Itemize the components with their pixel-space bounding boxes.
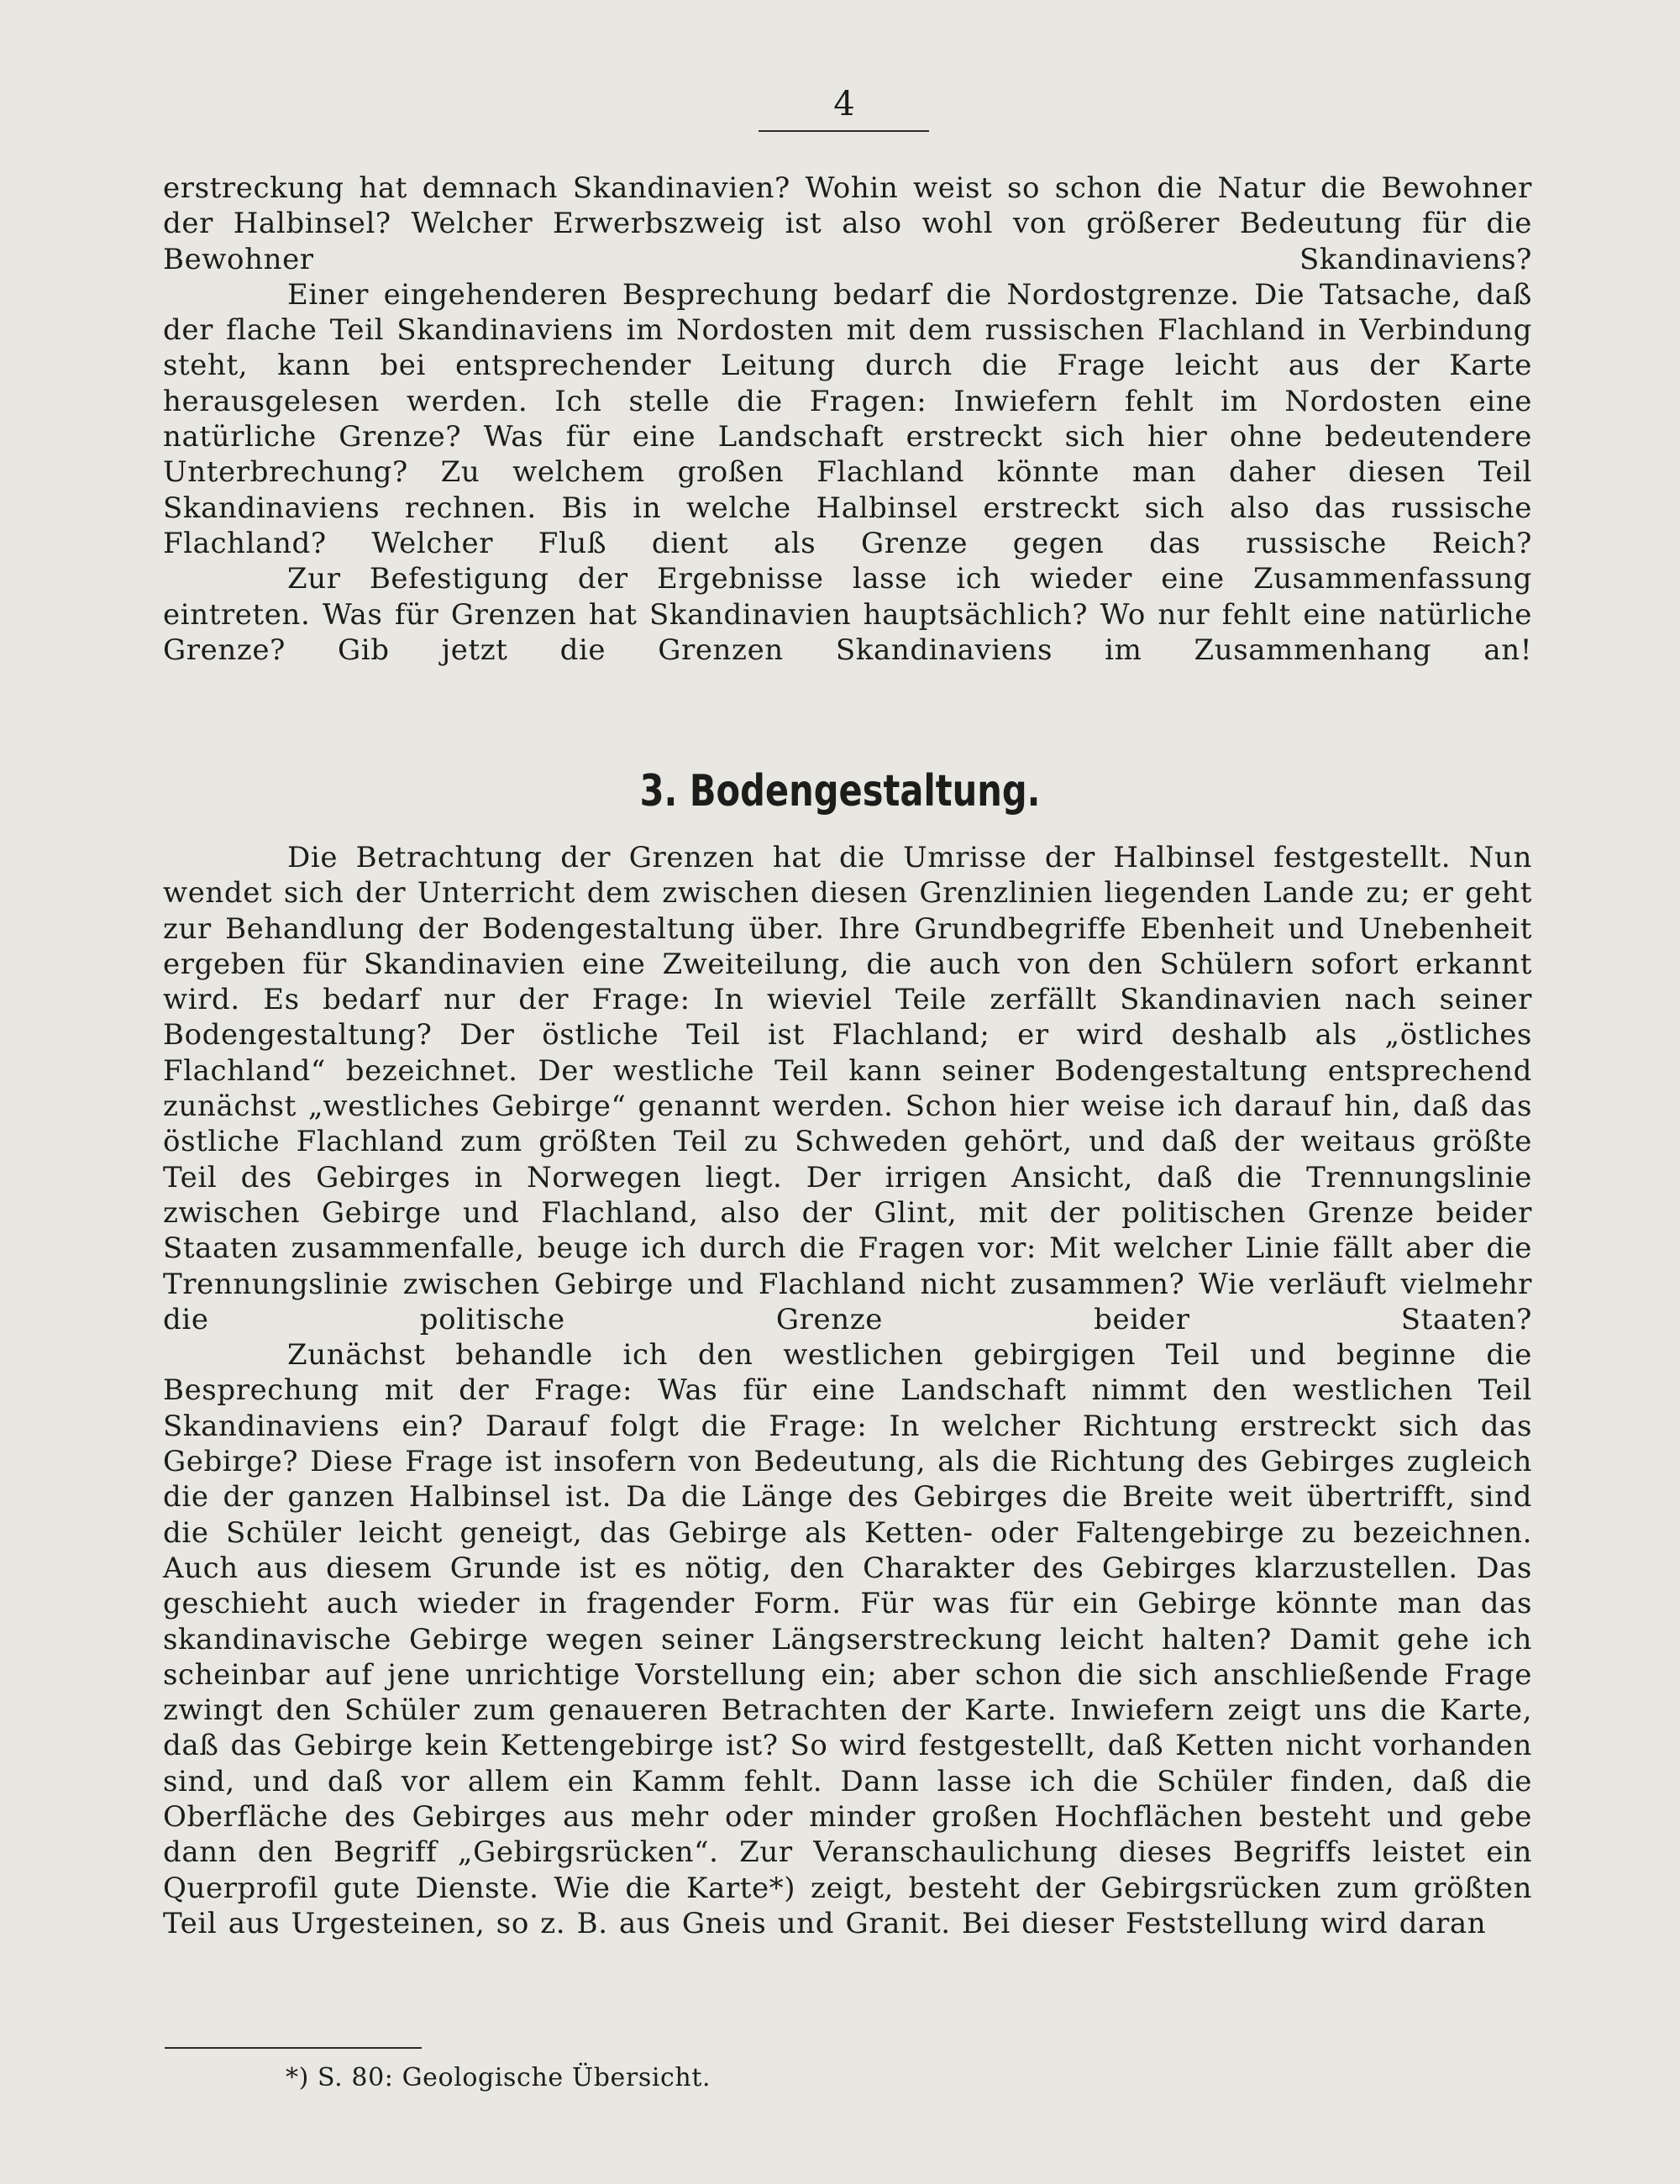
footnote: *) S. 80: Geologische Übersicht.: [286, 2063, 711, 2092]
intro-text: [163, 171, 1532, 668]
paragraph: Zunächst behandle ich den westlichen gebirgigen Teil und beginne die Besprechung mit der Frage: Was für eine Landschaft nimmt den westlichen Teil Skandinaviens ein? Darauf folgt die Frage: In welcher Richtung erstreckt sich das Gebirge? Diese Frage ist insofern von Bedeutung, als die Richtung des Gebirges zugleich die der ganzen Halbinsel ist. Da die Länge des Gebirges die Breite weit übertrifft, sind die Schüler leicht geneigt, das Gebirge als Ketten- oder Faltengebirge zu bezeichnen. Auch aus diesem Grunde ist es nötig, den Charakter des Gebirges klarzustellen. Das geschieht auch wieder in fragender Form. Für was für ein Gebirge könnte man das skandinavische Gebirge wegen seiner Längserstreckung leicht halten? Damit gehe ich scheinbar auf jene unrichtige Vorstellung ein; aber schon die sich anschließende Frage zwingt den Schüler zum genaueren Betrachten der Karte. Inwiefern zeigt uns die Karte, daß das Gebirge kein Kettengebirge ist? So wird festgestellt, daß Ketten nicht vorhanden sind, und daß vor allem ein Kamm fehlt. Dann lasse ich die Schüler finden, daß die Oberfläche des Gebirges aus mehr oder minder großen Hochflächen besteht und gebe dann den Begriff „Gebirgsrücken“. Zur Veranschaulichung dieses Begriffs leistet ein Querprofil gute Dienste. Wie die Karte*) zeigt, besteht der Gebirgsrücken zum größten Teil aus Urgesteinen, so z. B. aus Gneis und Granit. Bei dieser Feststellung wird daran: [163, 1338, 1532, 1940]
paragraph: Zur Befestigung der Ergebnisse lasse ich wieder eine Zusammenfassung eintreten. Was für Grenzen hat Skandinavien hauptsächlich? Wo nur fehlt eine natürliche Grenze? Gib jetzt die Grenzen Skandinaviens im Zusammenhang an!: [163, 562, 1532, 667]
page-number-rule: [759, 130, 929, 132]
page-number: 4: [833, 85, 855, 123]
section-text: [163, 840, 1532, 1941]
footnote-rule: [165, 2047, 422, 2049]
paragraph: erstreckung hat demnach Skandinavien? Wohin weist so schon die Natur die Bewohner der Halbinsel? Welcher Erwerbszweig ist also wohl von größerer Bedeutung für die Bewohner Skandinaviens?: [163, 171, 1532, 276]
paragraph: Die Betrachtung der Grenzen hat die Umrisse der Halbinsel festgestellt. Nun wendet sich der Unterricht dem zwischen diesen Grenzlinien liegenden Lande zu; er geht zur Behandlung der Bodengestaltung über. Ihre Grundbegriffe Ebenheit und Unebenheit ergeben für Skandinavien eine Zweiteilung, die auch von den Schülern sofort erkannt wird. Es bedarf nur der Frage: In wieviel Teile zerfällt Skandinavien nach seiner Bodengestaltung? Der östliche Teil ist Flachland; er wird deshalb als „östliches Flachland“ bezeichnet. Der westliche Teil kann seiner Bodengestaltung entsprechend zunächst „westliches Gebirge“ genannt werden. Schon hier weise ich darauf hin, daß das östliche Flachland zum größten Teil zu Schweden gehört, und daß der weitaus größte Teil des Gebirges in Norwegen liegt. Der irrigen Ansicht, daß die Trennungslinie zwischen Gebirge und Flachland, also der Glint, mit der politischen Grenze beider Staaten zusammenfalle, beuge ich durch die Fragen vor: Mit welcher Linie fällt aber die Trennungslinie zwischen Gebirge und Flachland nicht zusammen? Wie verläuft vielmehr die politische Grenze beider Staaten?: [163, 841, 1532, 1336]
paragraph: Einer eingehenderen Besprechung bedarf die Nordostgrenze. Die Tatsache, daß der flache Teil Skandinaviens im Nordosten mit dem russischen Flachland in Verbindung steht, kann bei entsprechender Leitung durch die Frage leicht aus der Karte herausgelesen werden. Ich stelle die Fragen: Inwiefern fehlt im Nordosten eine natürliche Grenze? Was für eine Landschaft erstreckt sich hier ohne bedeutendere Unterbrechung? Zu welchem großen Flachland könnte man daher diesen Teil Skandinaviens rechnen. Bis in welche Halbinsel erstreckt sich also das russische Flachland? Welcher Fluß dient als Grenze gegen das russische Reich?: [163, 277, 1532, 560]
section-heading: 3. Bodengestaltung.: [639, 766, 1041, 816]
